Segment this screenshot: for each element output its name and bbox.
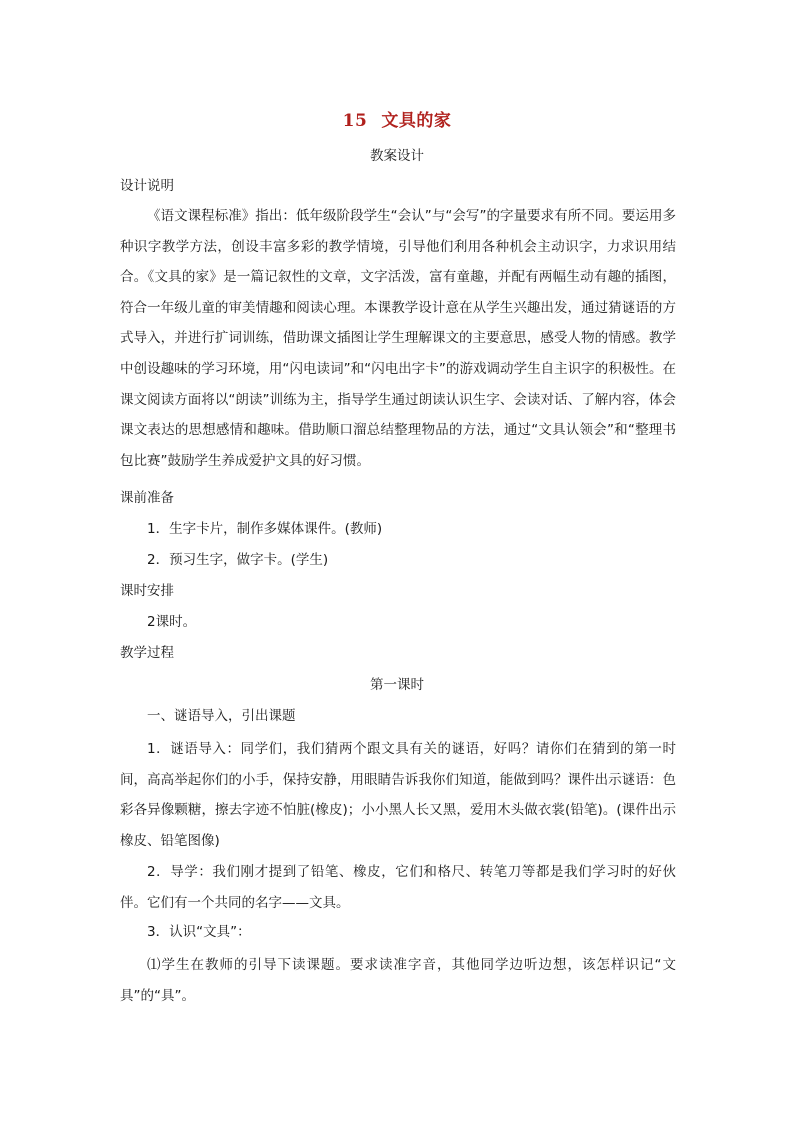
design-paragraph: 《语文课程标准》指出：低年级阶段学生“会认”与“会写”的字量要求有所不同。要运用多种识字教学方法，创设丰富多彩的教学情境，引导他们利用各种机会主动识字，力求识用结合。《文具的家》是一篇记叙性的文章，文字活泼，富有童趣，并配有两幅生动有趣的插图，符合一年级儿童的审美情趣和阅读心理。本课教学设计意在从学生兴趣出发，通过猜谜语的方式导入，并进行扩词训练，借助课文插图让学生理解课文的主要意思，感受人物的情感。教学中创设趣味的学习环境，用“闪电读词”和“闪电出字卡”的游戏调动学生自主识字的积极性。在课文阅读方面将以“朗读”训练为主，指导学生通过朗读认识生字、会读对话、了解内容，体会课文表达的思想感情和趣味。借助顺口溜总结整理物品的方法，通过“文具认领会”和“整理书包比赛”鼓励学生养成爱护文具的好习惯。 — [120, 208, 676, 469]
step-1-item-3: 3．认识“文具”： — [147, 924, 251, 940]
prep-item-2: 2．预习生字，做字卡。(学生) — [147, 552, 329, 568]
schedule-heading: 课时安排 — [120, 583, 174, 599]
schedule-value: 2课时。 — [147, 614, 197, 630]
document-title — [0, 106, 794, 131]
step-1-item-3-sub: ⑴学生在教师的引导下读课题。要求读准字音，其他同学边听边想，该怎样识记“文具”的“具”。 — [120, 957, 676, 1004]
step-1-heading: 一、谜语导入，引出课题 — [147, 708, 296, 724]
step-1-item-1: 1．谜语导入：同学们，我们猜两个跟文具有关的谜语，好吗？请你们在猜到的第一时间，高高举起你们的小手，保持安静，用眼睛告诉我你们知道，能做到吗？课件出示谜语：色彩各异像颗糖，擦去字迹不怕脏(橡皮)；小小黑人长又黑，爱用木头做衣裳(铅笔)。(课件出示橡皮、铅笔图像) — [120, 741, 676, 849]
title-number: 15 — [342, 111, 368, 131]
process-heading: 教学过程 — [120, 645, 174, 661]
design-heading: 设计说明 — [120, 178, 174, 194]
lesson-heading: 第一课时 — [370, 677, 424, 693]
subtitle: 教案设计 — [370, 148, 424, 164]
prep-heading: 课前准备 — [120, 490, 174, 506]
title-text: 文具的家 — [381, 111, 452, 131]
step-1-item-2: 2．导学：我们刚才提到了铅笔、橡皮，它们和格尺、转笔刀等都是我们学习时的好伙伴。它们有一个共同的名字——文具。 — [120, 864, 676, 911]
prep-item-1: 1．生字卡片，制作多媒体课件。(教师) — [147, 521, 383, 537]
